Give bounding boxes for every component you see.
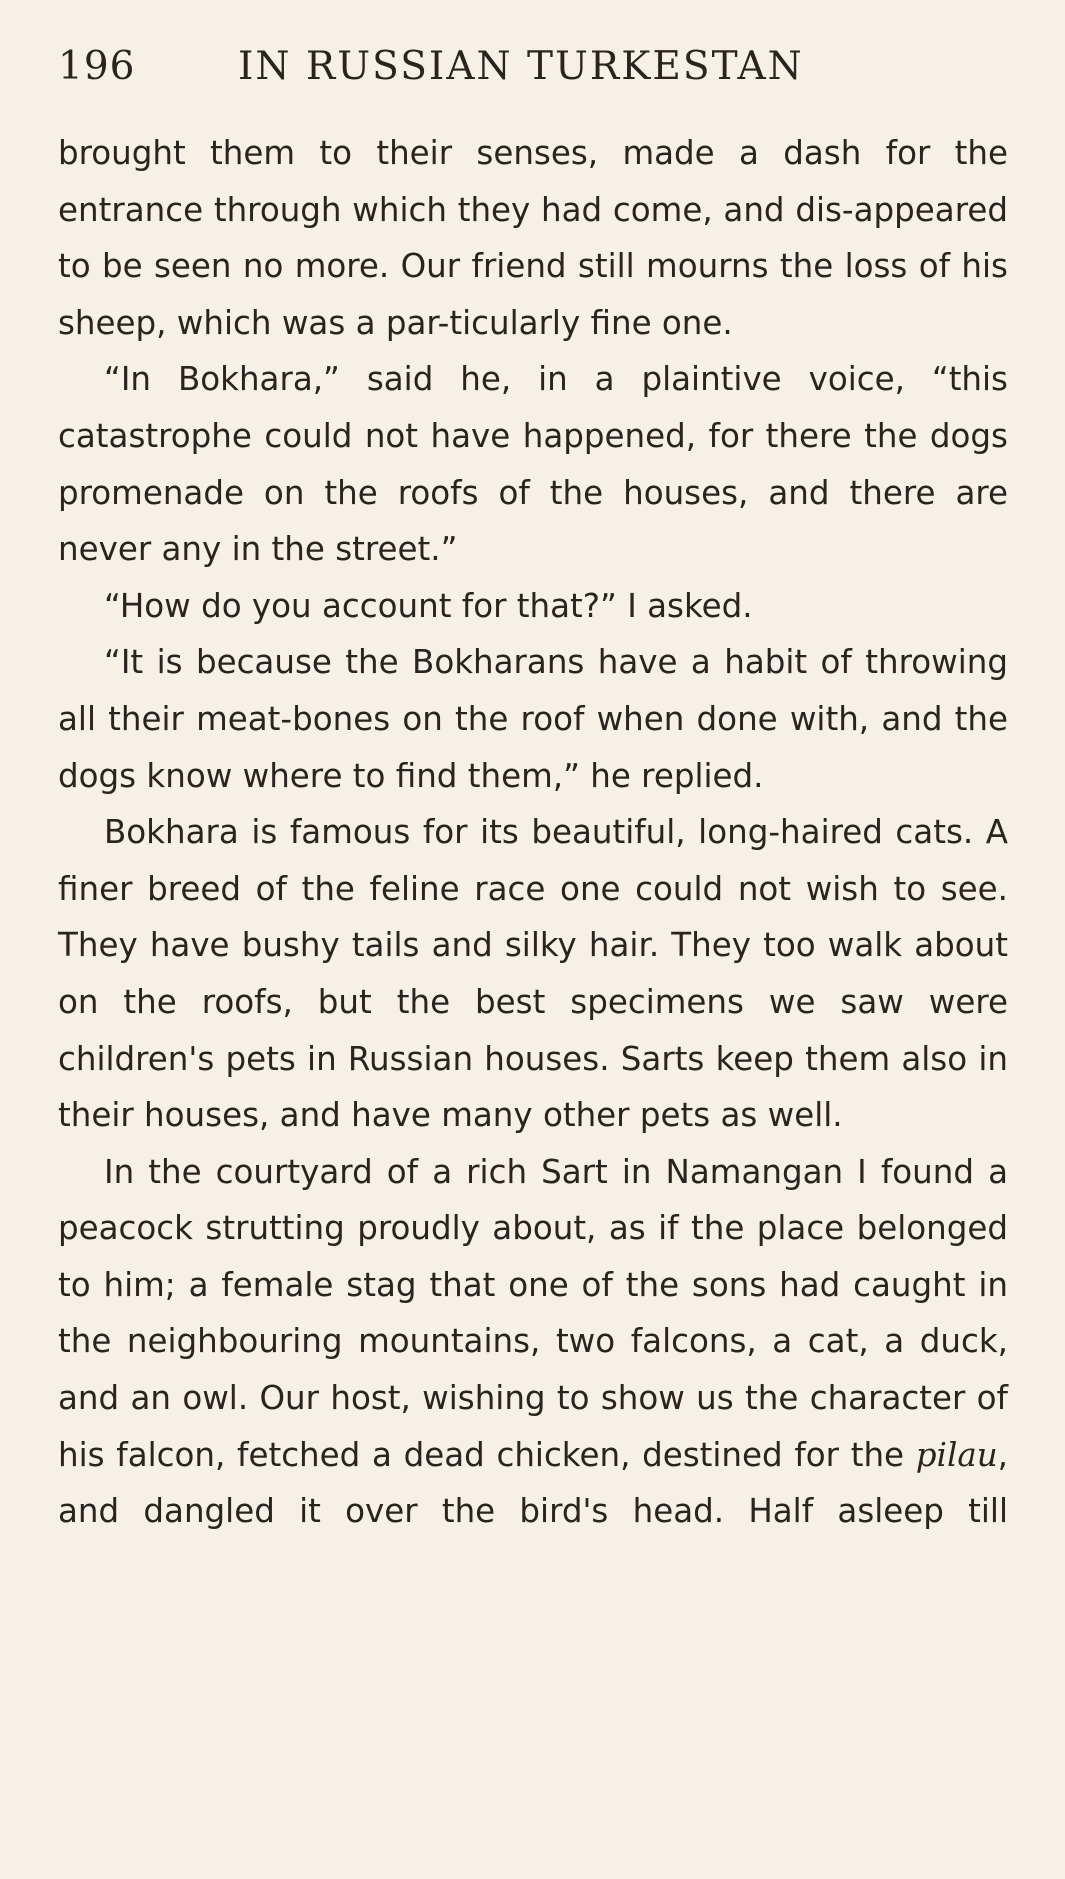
paragraph-reply: “It is because the Bokharans have a habit of throwing all their meat-bones on the roof when done with, and the dogs know where to find them,” he replied. [58,643,1008,795]
body-text [58,125,1008,1540]
courtyard-text-start: In the courtyard of a rich Sart in Namangan I found a peacock strutting proudly about, as if the place belonged to him; a female stag that one of the sons had caught in the neighbouring mountains, two falcons, a cat, a duck, and an owl. Our host, wishing to show us the character of his falcon, fetched a dead chicken, destined for the [58,1152,1008,1474]
paragraph-cats: Bokhara is famous for its beautiful, long-haired cats. A finer breed of the feline race one could not wish to see. They have bushy tails and silky hair. They too walk about on the roofs, but the best specimens we saw were children's pets in Russian houses. Sarts keep them also in their houses, and have many other pets as well. [58,813,1008,1135]
paragraph-courtyard [58,1144,1008,1540]
italic-word-pilau: pilau [915,1435,998,1474]
page-number: 196 [58,44,136,89]
paragraph-bokhara-quote: “In Bokhara,” said he, in a plaintive voice, “this catastrophe could not have happened, for there the dogs promenade on the roofs of the houses, and there are never any in the street.” [58,360,1008,569]
paragraph-continuation: brought them to their senses, made a dash for the entrance through which they had come, and dis-appeared to be seen no more. Our friend still mourns the loss of his sheep, which was a par-ticularly fine one. [58,134,1008,342]
running-head: IN RUSSIAN TURKESTAN [238,44,804,89]
page-header [58,44,1008,100]
courtyard-text-end: , and dangled it over the bird's head. Half asleep till [58,1435,1008,1531]
paragraph-question: “How do you account for that?” I asked. [104,586,753,625]
